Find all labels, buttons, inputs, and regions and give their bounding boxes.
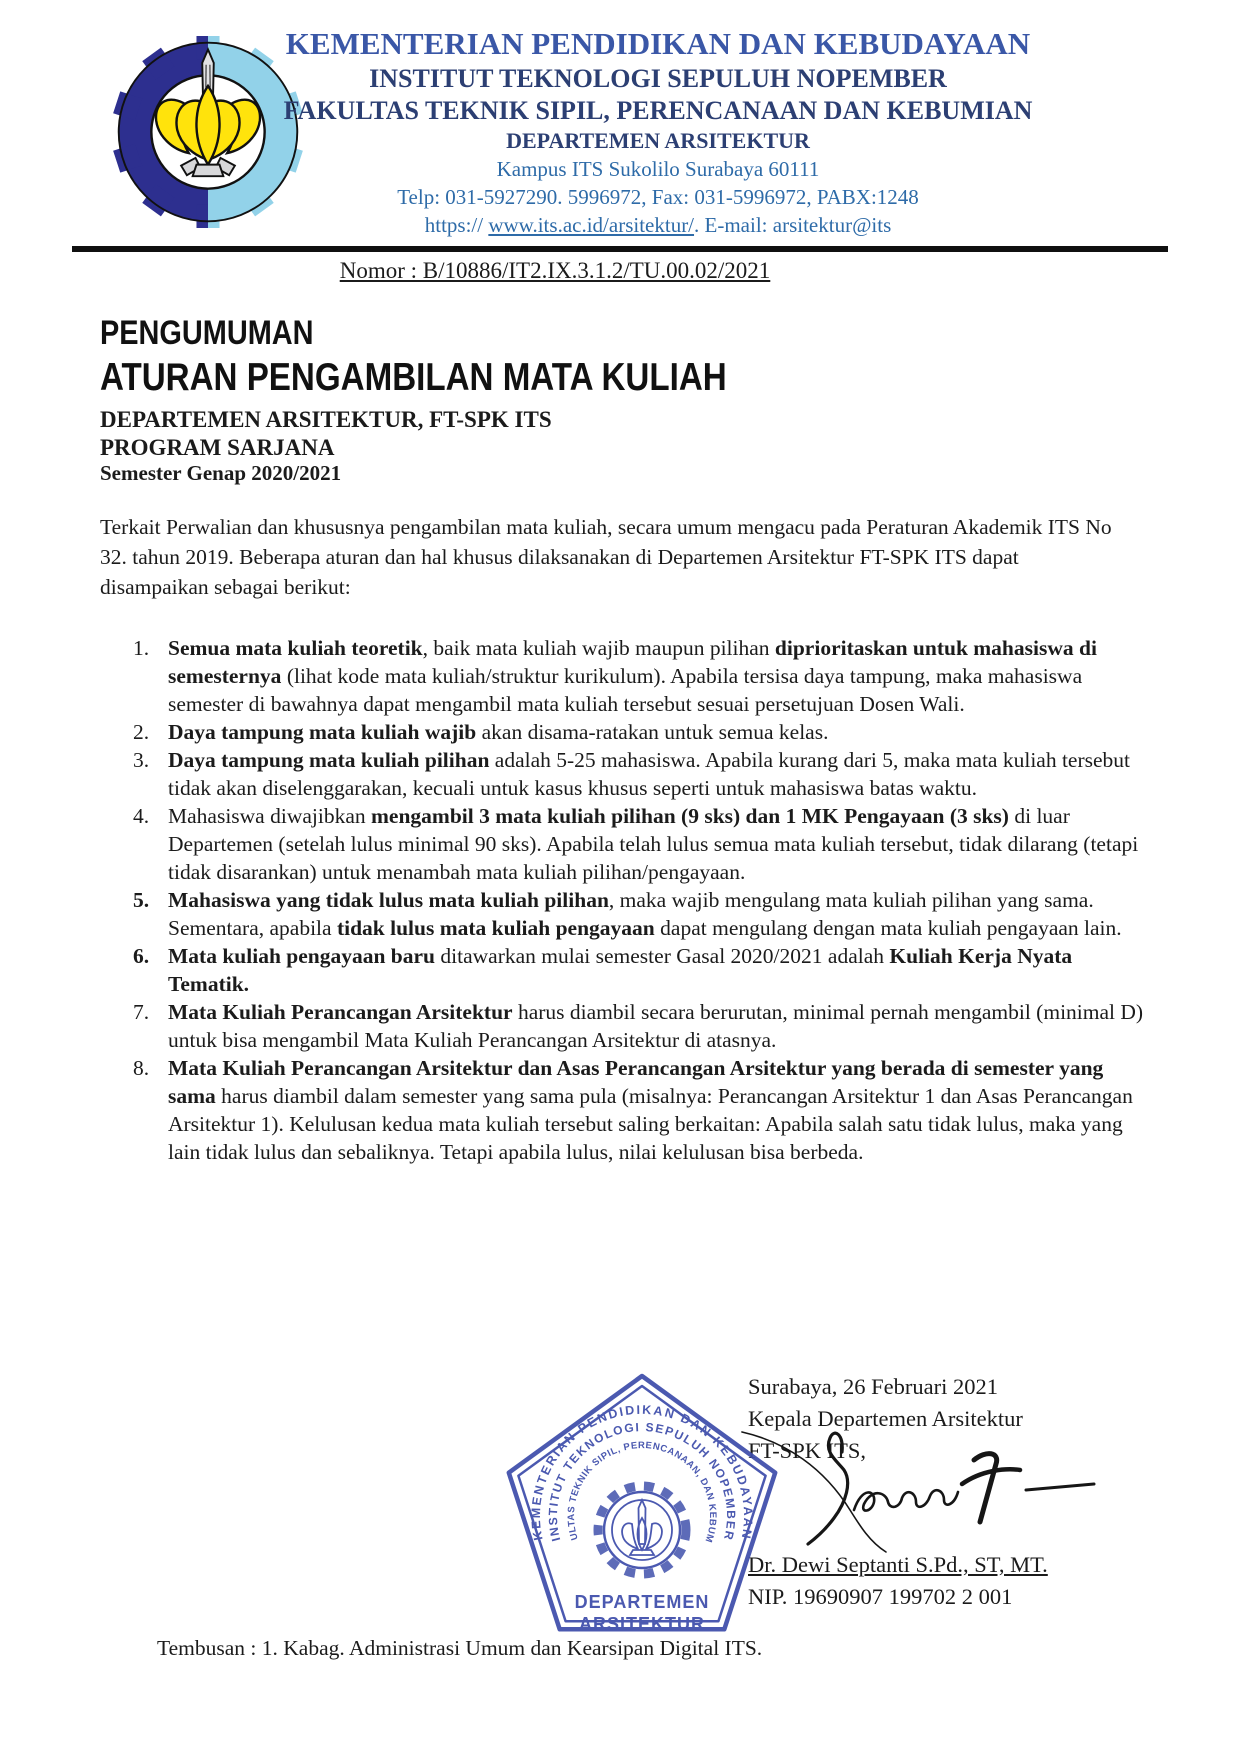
title-semester-line: Semester Genap 2020/2021	[100, 461, 342, 485]
signature-dash-stroke	[1026, 1484, 1094, 1490]
letter-number: Nomor : B/10886/IT2.IX.3.1.2/TU.00.02/2021	[339, 258, 771, 283]
stamp-bottom-line2: ARSITEKTUR	[579, 1614, 705, 1634]
rule-item	[133, 634, 1145, 718]
signature-stray-stroke	[742, 1432, 886, 1552]
letterhead	[268, 28, 1048, 242]
rule-item	[133, 942, 1145, 998]
stamp-ring2-text: INSTITUT TEKNOLOGI SEPULUH NOPEMBER	[545, 1420, 739, 1543]
tembusan-line: Tembusan : 1. Kabag. Administrasi Umum dan Kearsipan Digital ITS.	[157, 1636, 763, 1660]
title-program-line: PROGRAM SARJANA	[100, 435, 335, 460]
rule-item	[133, 802, 1145, 886]
header-divider	[72, 246, 1168, 252]
rule-number: 3.	[133, 748, 150, 772]
handwritten-signature	[738, 1426, 1118, 1576]
intro-paragraph: Terkait Perwalian dan khususnya pengambilan mata kuliah, secara umum mengacu pada Peraturan Akademik ITS No 32. tahun 2019. Beberapa aturan dan hal khusus dilaksanakan di Departemen Arsitektur FT-SPK ITS dapat disampaikan sebagai berikut:	[100, 515, 1112, 599]
rule-number: 6.	[133, 944, 150, 968]
web-prefix: https://	[424, 213, 489, 238]
rule-number: 5.	[133, 888, 150, 912]
rule-item	[133, 998, 1145, 1054]
header-phone: Telp: 031-5927290. 5996972, Fax: 031-5996972, PABX:1248	[397, 185, 919, 210]
signature-holder-org: FT-SPK ITS,	[748, 1438, 866, 1463]
signature-holder-title: Kepala Departemen Arsitektur	[748, 1406, 1023, 1431]
signature-place-date: Surabaya, 26 Februari 2021	[748, 1374, 998, 1399]
header-ministry: KEMENTERIAN PENDIDIKAN DAN KEBUDAYAAN	[285, 26, 1031, 61]
rule-text: Mahasiswa diwajibkan mengambil 3 mata kuliah pilihan (9 sks) dan 1 MK Pengayaan (3 sks) di luar Departemen (setelah lulus minimal 90 sks). Apabila telah lulus semua mata kuliah tersebut, tidak dilarang (tetapi tidak disarankan) untuk menambah mata kuliah pilihan/pengayaan.	[168, 804, 1139, 884]
rule-item	[133, 746, 1145, 802]
rule-item	[133, 718, 1145, 746]
rule-number: 7.	[133, 1000, 150, 1024]
rule-number: 4.	[133, 804, 150, 828]
stamp-gear-emblem	[598, 1486, 686, 1574]
header-department: DEPARTEMEN ARSITEKTUR	[506, 128, 810, 153]
signature-flourish-stroke	[974, 1454, 997, 1522]
stamp-bottom-line1: DEPARTEMEN	[574, 1592, 710, 1612]
rule-number: 8.	[133, 1056, 150, 1080]
stamp-ring1-text: KEMENTERIAN PENDIDIKAN DAN KEBUDAYAAN	[528, 1402, 756, 1542]
rule-number: 1.	[133, 636, 150, 660]
header-institute: INSTITUT TEKNOLOGI SEPULUH NOPEMBER	[369, 64, 947, 93]
header-campus: Kampus ITS Sukolilo Surabaya 60111	[496, 157, 820, 181]
announcement-label: PENGUMUMAN	[100, 314, 314, 352]
stamp-ring3-text: FAKULTAS TEKNIK SIPIL, PERENCANAAN, DAN KEBUMIAN	[565, 1440, 719, 1545]
rule-text: Mata kuliah pengayaan baru ditawarkan mulai semester Gasal 2020/2021 adalah Kuliah Kerja Nyata Tematik.	[168, 944, 1073, 996]
header-web-line	[268, 214, 1048, 236]
title-department-line: DEPARTEMEN ARSITEKTUR, FT-SPK ITS	[100, 407, 552, 432]
signature-letters-stroke	[854, 1490, 958, 1510]
web-suffix: . E-mail: arsitektur@its	[694, 213, 892, 238]
header-faculty: FAKULTAS TEKNIK SIPIL, PERENCANAAN DAN KEBUMIAN	[283, 96, 1033, 125]
rules-list	[133, 634, 1145, 1166]
rule-number: 2.	[133, 720, 150, 744]
rule-text: Mata Kuliah Perancangan Arsitektur dan Asas Perancangan Arsitektur yang berada di semester yang sama harus diambil dalam semester yang sama pula (misalnya: Perancangan Arsitektur 1 dan Asas Perancangan Arsitektur 1). Kelulusan kedua mata kuliah tersebut saling berkaitan: Apabila salah satu tidak lulus, maka yang lain tidak lulus dan sebaliknya. Tetapi apabila lulus, nilai kelulusan bisa berbeda.	[168, 1056, 1133, 1164]
rule-text: Daya tampung mata kuliah wajib akan disama-ratakan untuk semua kelas.	[168, 720, 829, 744]
website-link[interactable]: www.its.ac.id/arsitektur/	[488, 213, 695, 238]
rule-text: Semua mata kuliah teoretik, baik mata kuliah wajib maupun pilihan diprioritaskan untuk mahasiswa di semesternya (lihat kode mata kuliah/struktur kurikulum). Apabila tersisa daya tampung, maka mahasiswa semester di bawahnya dapat mengambil mata kuliah tersebut sesuai persetujuan Dosen Wali.	[168, 636, 1097, 716]
signature-name: Dr. Dewi Septanti S.Pd., ST, MT.	[748, 1552, 1048, 1577]
signature-nip: NIP. 19690907 199702 2 001	[748, 1584, 1013, 1609]
rule-text: Daya tampung mata kuliah pilihan adalah 5-25 mahasiswa. Apabila kurang dari 5, maka mata kuliah tersebut tidak akan diselenggarakan, kecuali untuk kasus khusus seperti untuk mahasiswa batas waktu.	[168, 748, 1131, 800]
rule-item	[133, 1054, 1145, 1166]
rule-item	[133, 886, 1145, 942]
page-title: ATURAN PENGAMBILAN MATA KULIAH	[100, 356, 727, 399]
rule-text: Mahasiswa yang tidak lulus mata kuliah pilihan, maka wajib mengulang mata kuliah pilihan yang sama. Sementara, apabila tidak lulus mata kuliah pengayaan dapat mengulang dengan mata kuliah pengayaan lain.	[168, 888, 1122, 940]
signature-loop-stroke	[808, 1433, 848, 1544]
rule-text: Mata Kuliah Perancangan Arsitektur harus diambil secara berurutan, minimal pernah mengambil (minimal D) untuk bisa mengambil Mata Kuliah Perancangan Arsitektur di atasnya.	[168, 1000, 1144, 1052]
